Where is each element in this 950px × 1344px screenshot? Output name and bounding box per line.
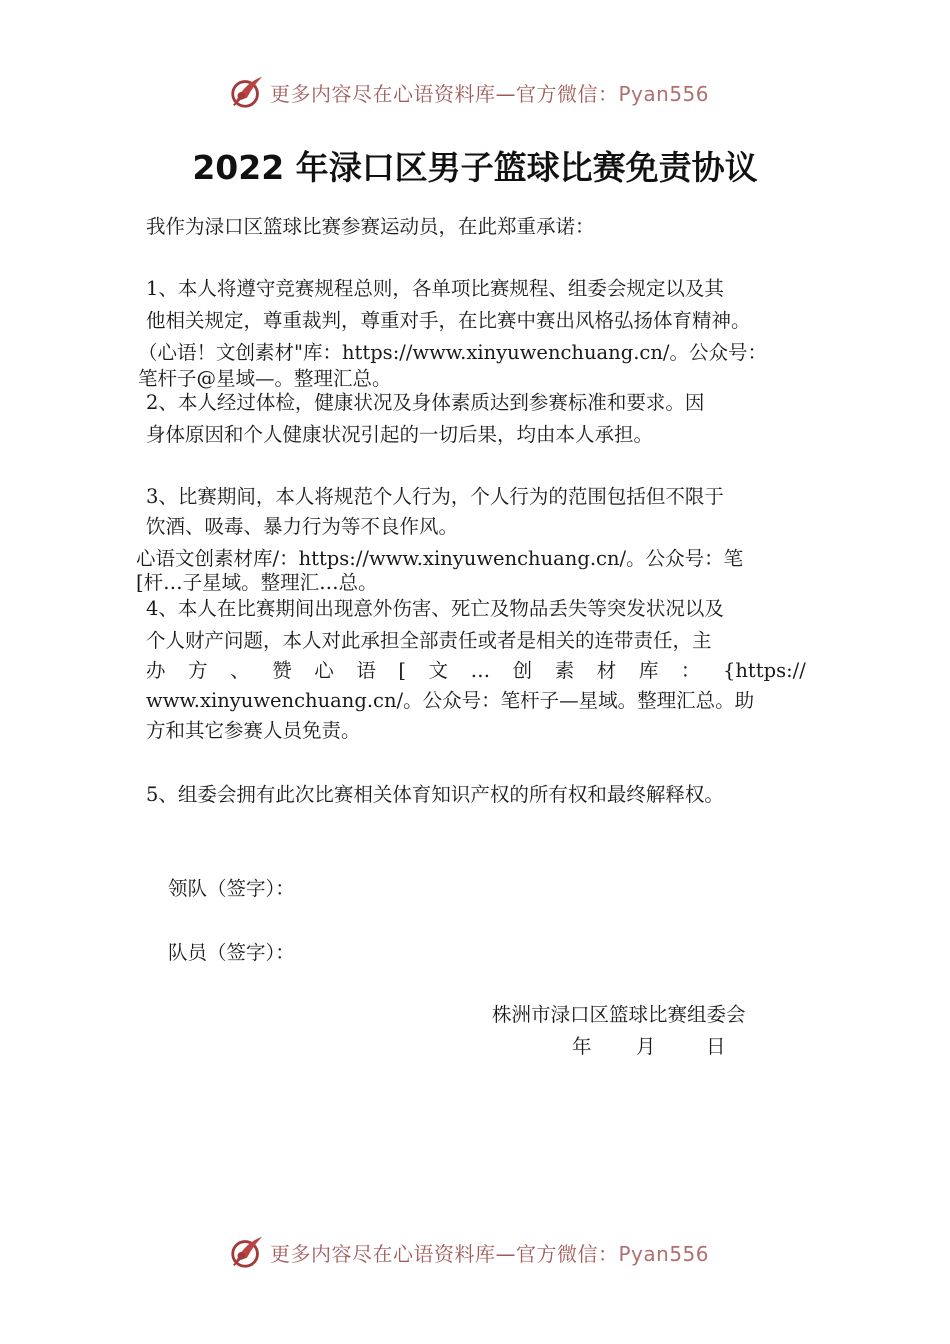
item4-line3-char: {https:// bbox=[722, 659, 806, 682]
date-day-label: 日 bbox=[706, 1035, 726, 1058]
item4-line3-char: 素 bbox=[554, 659, 575, 682]
item1-line2: 他相关规定，尊重裁判，尊重对手，在比赛中赛出风格弘扬体育精神。 bbox=[146, 309, 751, 332]
watermark-wechat: Pyan556 bbox=[618, 1241, 710, 1266]
item1-line1: 1、本人将遵守竞赛规程总则，各单项比赛规程、组委会规定以及其 bbox=[146, 277, 724, 300]
item4-line3-char: [ bbox=[398, 659, 406, 682]
watermark-text: 更多内容尽在心语资料库—官方微信：Pyan556 bbox=[270, 81, 710, 106]
item4-line3-char: 赞 bbox=[272, 659, 292, 682]
item4-line3 bbox=[146, 658, 806, 684]
item4-line3-char: 材 bbox=[596, 659, 617, 682]
organizer-name: 株洲市渌口区篮球比赛组委会 bbox=[492, 1003, 746, 1026]
item4-line3-char: … bbox=[470, 659, 491, 682]
watermark-banner-bottom bbox=[228, 1232, 748, 1272]
item2-line1: 2、本人经过体检，健康状况及身体素质达到参赛标准和要求。因 bbox=[146, 391, 705, 414]
watermark-wechat: Pyan556 bbox=[618, 81, 710, 106]
date-month-label: 月 bbox=[636, 1035, 656, 1058]
watermark-text: 更多内容尽在心语资料库—官方微信：Pyan556 bbox=[270, 1241, 710, 1266]
note1-line2: 笔杆子@星域—。整理汇总。 bbox=[138, 367, 392, 390]
item4-line3-char: 语 bbox=[356, 659, 376, 682]
note1-line1: （心语！文创素材"库：https://www.xinyuwenchuang.cn/。公众号： bbox=[138, 341, 767, 364]
note2-line2: [杆…子星域。整理汇…总。 bbox=[136, 571, 378, 594]
quill-ink-logo-icon bbox=[228, 73, 266, 111]
item4-line3-char: 方 bbox=[188, 659, 208, 682]
intro-text: 我作为渌口区篮球比赛参赛运动员，在此郑重承诺： bbox=[146, 215, 595, 238]
item4-line1: 4、本人在比赛期间出现意外伤害、死亡及物品丢失等突发状况以及 bbox=[146, 597, 724, 620]
item3-line1: 3、比赛期间，本人将规范个人行为，个人行为的范围包括但不限于 bbox=[146, 485, 724, 508]
item4-line3-char: 、 bbox=[230, 659, 250, 682]
item5-text: 5、组委会拥有此次比赛相关体育知识产权的所有权和最终解释权。 bbox=[146, 783, 724, 806]
item4-line4: www.xinyuwenchuang.cn/。公众号：笔杆子—星域。整理汇总。助 bbox=[146, 689, 755, 712]
item4-line3-char: 创 bbox=[512, 659, 533, 682]
item4-line3-char: ： bbox=[680, 659, 701, 682]
item4-line3-char: 办 bbox=[146, 659, 166, 682]
item4-line3-char: 心 bbox=[314, 659, 334, 682]
leader-signature-label: 领队（签字）： bbox=[168, 877, 295, 900]
note2-line1: 心语文创素材库/：https://www.xinyuwenchuang.cn/。公众号：笔 bbox=[136, 547, 744, 570]
watermark-banner-top bbox=[228, 72, 748, 112]
item4-line3-char: 库 bbox=[638, 659, 659, 682]
member-signature-label: 队员（签字）： bbox=[168, 941, 295, 964]
item4-line3-char: 文 bbox=[428, 659, 449, 682]
item4-line5: 方和其它参赛人员免责。 bbox=[146, 719, 361, 742]
date-year-label: 年 bbox=[572, 1035, 592, 1058]
document-title: 2022 年渌口区男子篮球比赛免责协议 bbox=[192, 148, 758, 187]
item2-line2: 身体原因和个人健康状况引起的一切后果，均由本人承担。 bbox=[146, 423, 654, 446]
item4-line2: 个人财产问题，本人对此承担全部责任或者是相关的连带责任，主 bbox=[146, 629, 712, 652]
quill-ink-logo-icon bbox=[228, 1233, 266, 1271]
item3-line2: 饮酒、吸毒、暴力行为等不良作风。 bbox=[146, 515, 459, 538]
